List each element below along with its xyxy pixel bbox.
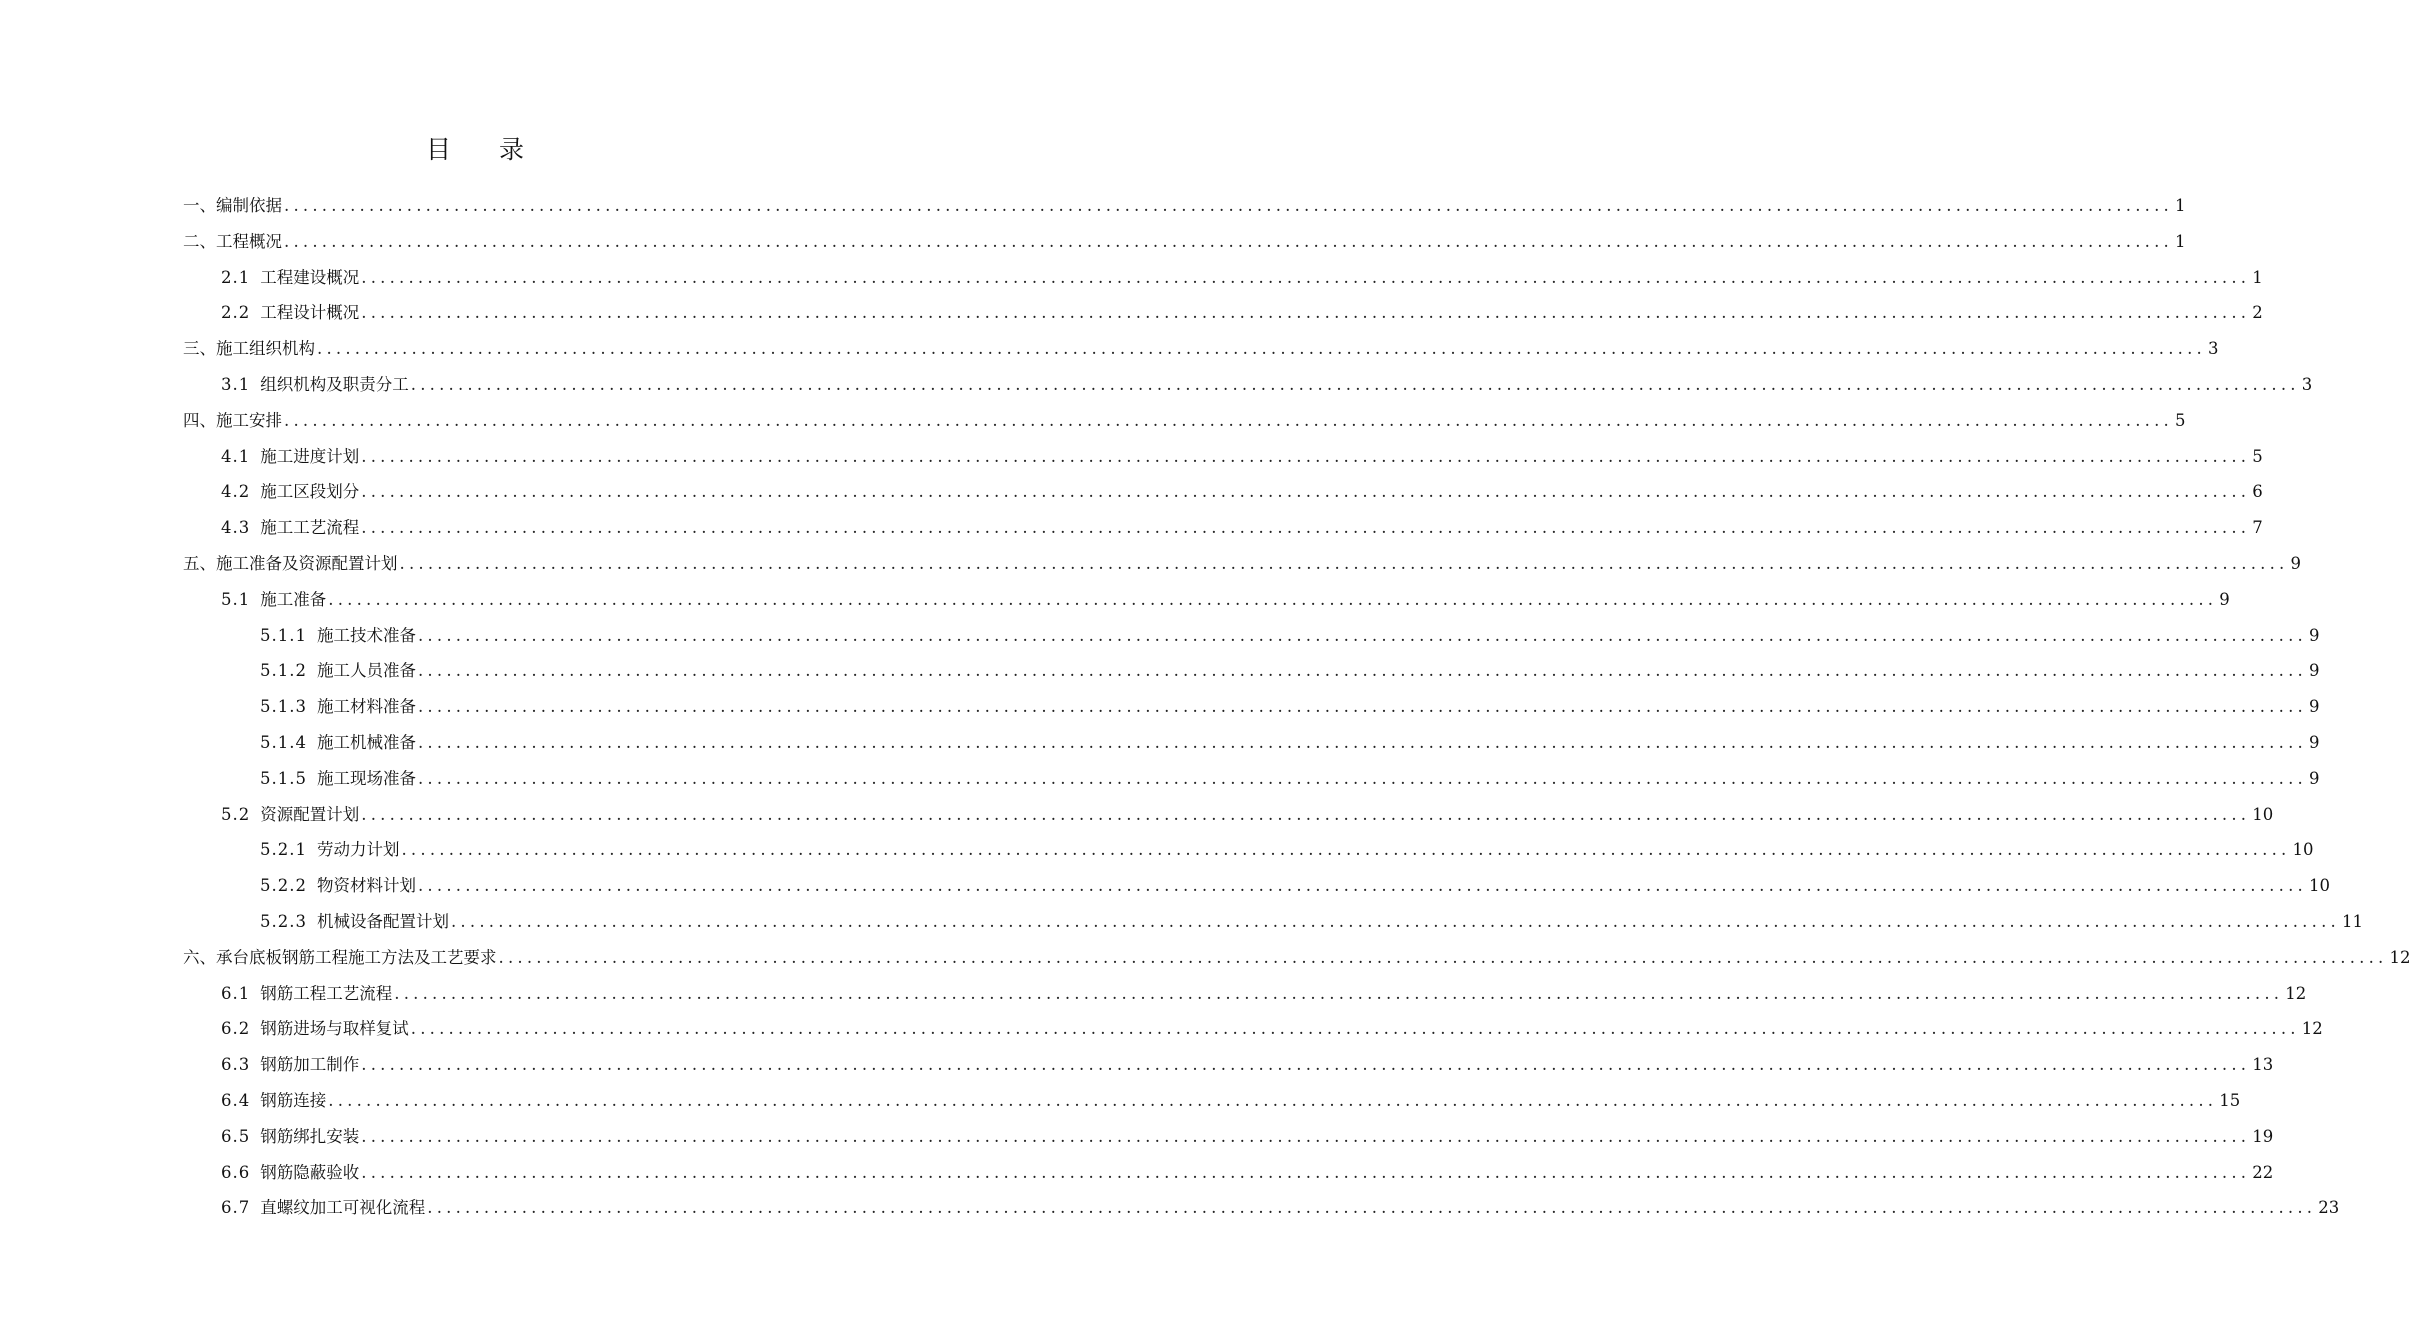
toc-entry-number: 5.1.1 <box>260 625 307 645</box>
toc-page-number: 9 <box>2308 697 2320 717</box>
toc-entry-label <box>221 1196 425 1220</box>
toc-entry[interactable] <box>221 1188 2340 1220</box>
toc-dot-leader: ........................................................................................................................................................................................................ <box>417 876 2307 896</box>
toc-entry-text: 施工机械准备 <box>316 733 416 752</box>
toc-entry[interactable] <box>183 938 2410 970</box>
toc-entry-text: 施工工艺流程 <box>260 518 360 538</box>
toc-entry-label <box>260 731 416 755</box>
toc-entry-number: 4.3 <box>221 518 251 538</box>
toc-page-number: 1 <box>2174 231 2186 251</box>
toc-entry[interactable] <box>221 1045 2274 1077</box>
toc-dot-leader: ........................................................................................................................................................................................................ <box>328 1091 2218 1110</box>
toc-dot-leader: ........................................................................................................................................................................................................ <box>417 768 2307 788</box>
toc-entry-label <box>260 767 416 791</box>
toc-title: 目 录 <box>426 135 544 164</box>
toc-dot-leader: ........................................................................................................................................................................................................ <box>361 518 2251 538</box>
toc-entry-label <box>221 480 359 504</box>
toc-entry-text: 六、承台底板钢筋工程施工方法及工艺要求 <box>183 947 497 967</box>
toc-dot-leader: ........................................................................................................................................................................................................ <box>361 267 2251 287</box>
toc-page-number: 1 <box>2252 267 2263 287</box>
toc-entry[interactable] <box>260 866 2330 898</box>
toc-entry-text: 劳动力计划 <box>316 840 400 860</box>
toc-entry[interactable] <box>260 830 2314 862</box>
toc-entry-label <box>260 659 416 683</box>
toc-entry-text: 钢筋绑扎安装 <box>260 1126 360 1146</box>
toc-entry-number: 5.2.1 <box>260 840 307 860</box>
toc-entry[interactable] <box>221 365 2313 397</box>
toc-entry-text: 四、施工安排 <box>183 410 282 430</box>
toc-entry-text: 工程建设概况 <box>260 267 360 287</box>
toc-entry-label <box>221 982 392 1006</box>
toc-dot-leader: ........................................................................................................................................................................................................ <box>417 625 2307 645</box>
toc-entry-label <box>260 695 416 719</box>
toc-entry-number: 6.4 <box>221 1091 251 1110</box>
toc-entry-number: 3.1 <box>221 375 251 394</box>
toc-entry-text: 物资材料计划 <box>316 876 416 896</box>
toc-entry[interactable] <box>221 437 2263 469</box>
toc-dot-leader: ........................................................................................................................................................................................................ <box>361 446 2251 466</box>
toc-entry-label <box>183 230 282 254</box>
toc-entry-number: 5.1.3 <box>260 697 307 717</box>
toc-entry-number: 4.2 <box>221 482 251 502</box>
toc-page-number: 3 <box>2207 339 2219 359</box>
toc-dot-leader: ........................................................................................................................................................................................................ <box>361 804 2251 824</box>
toc-entry-label <box>221 1125 359 1149</box>
toc-entry[interactable] <box>221 795 2274 827</box>
toc-page-number: 12 <box>2285 983 2307 1003</box>
toc-entry[interactable] <box>221 974 2307 1006</box>
toc-entry-text: 钢筋连接 <box>260 1091 327 1110</box>
toc-entry-text: 直螺纹加工可视化流程 <box>260 1198 426 1218</box>
toc-dot-leader: ........................................................................................................................................................................................................ <box>284 231 2173 251</box>
toc-entry-number: 6.2 <box>221 1019 251 1039</box>
toc-dot-leader: ........................................................................................................................................................................................................ <box>427 1198 2317 1218</box>
toc-dot-leader: ........................................................................................................................................................................................................ <box>401 840 2291 860</box>
toc-entry-text: 组织机构及职责分工 <box>260 375 409 394</box>
toc-dot-leader: ........................................................................................................................................................................................................ <box>361 303 2251 323</box>
toc-page-number: 12 <box>2301 1019 2323 1039</box>
toc-entry-label <box>221 1017 409 1041</box>
toc-entry[interactable] <box>260 616 2320 648</box>
toc-entry[interactable] <box>183 329 2219 361</box>
toc-page-number: 9 <box>2308 768 2320 788</box>
toc-dot-leader: ........................................................................................................................................................................................................ <box>394 983 2284 1003</box>
toc-entry-label <box>221 516 359 540</box>
toc-page-number: 9 <box>2308 733 2320 752</box>
toc-entry-label <box>260 624 416 648</box>
toc-entry-label <box>183 194 282 218</box>
toc-entry-label <box>260 910 449 934</box>
toc-entry-label <box>221 1089 326 1113</box>
toc-entry[interactable] <box>260 651 2320 683</box>
toc-entry-label <box>260 838 399 862</box>
toc-page-number: 1 <box>2174 196 2186 215</box>
toc-dot-leader: ........................................................................................................................................................................................................ <box>361 482 2251 502</box>
toc-entry[interactable] <box>221 1081 2241 1113</box>
toc-entry[interactable] <box>221 508 2263 540</box>
toc-entry-label <box>221 373 409 397</box>
toc-entry[interactable] <box>221 472 2263 504</box>
toc-page-number: 9 <box>2219 589 2230 609</box>
toc-dot-leader: ........................................................................................................................................................................................................ <box>361 1162 2251 1182</box>
toc-entry-number: 6.3 <box>221 1055 251 1075</box>
toc-entry-number: 2.2 <box>221 303 251 323</box>
toc-page-number: 22 <box>2252 1162 2274 1182</box>
toc-entry-text: 二、工程概况 <box>183 231 282 251</box>
toc-entry-label <box>221 445 359 469</box>
toc-entry-number: 5.1 <box>221 589 251 609</box>
toc-entry-number: 6.6 <box>221 1162 251 1182</box>
toc-entry-text: 施工技术准备 <box>316 625 416 645</box>
toc-dot-leader: ........................................................................................................................................................................................................ <box>417 661 2307 681</box>
toc-page-number: 6 <box>2252 482 2263 502</box>
toc-entry-number: 6.7 <box>221 1198 251 1218</box>
toc-dot-leader: ........................................................................................................................................................................................................ <box>317 339 2206 359</box>
toc-page-number: 12 <box>2389 947 2410 967</box>
toc-dot-leader: ........................................................................................................................................................................................................ <box>417 733 2307 752</box>
toc-entry-text: 施工现场准备 <box>316 768 416 788</box>
toc-page-number: 5 <box>2174 410 2186 430</box>
toc-dot-leader: ........................................................................................................................................................................................................ <box>410 1019 2300 1039</box>
toc-page-number: 15 <box>2219 1091 2241 1110</box>
toc-entry-label <box>221 1161 359 1185</box>
toc-entry[interactable] <box>260 687 2320 719</box>
toc-dot-leader: ........................................................................................................................................................................................................ <box>284 410 2173 430</box>
toc-entry-text: 施工准备 <box>260 589 327 609</box>
toc-entry-text: 施工区段划分 <box>260 482 360 502</box>
toc-entry[interactable] <box>221 258 2263 290</box>
toc-entry-text: 施工材料准备 <box>316 697 416 717</box>
toc-entry-label <box>183 946 497 970</box>
toc-entry[interactable] <box>260 902 2363 934</box>
toc-entry[interactable] <box>221 580 2230 612</box>
toc-entry-number: 5.2.2 <box>260 876 307 896</box>
toc-entry-text: 资源配置计划 <box>260 804 360 824</box>
toc-dot-leader: ........................................................................................................................................................................................................ <box>328 589 2218 609</box>
toc-entry[interactable] <box>221 1153 2274 1185</box>
toc-entry-number: 5.2.3 <box>260 912 307 931</box>
toc-entry-text: 机械设备配置计划 <box>316 912 449 931</box>
toc-entry-label <box>183 552 398 576</box>
toc-dot-leader: ........................................................................................................................................................................................................ <box>498 947 2388 967</box>
toc-page-number: 9 <box>2308 661 2320 681</box>
toc-entry-number: 4.1 <box>221 446 251 466</box>
toc-entry-text: 钢筋进场与取样复试 <box>260 1019 409 1039</box>
toc-entry-text: 钢筋工程工艺流程 <box>260 983 393 1003</box>
toc-entry-label <box>183 409 282 433</box>
toc-entry-label <box>260 874 416 898</box>
toc-page-number: 9 <box>2290 554 2301 573</box>
toc-entry-text: 钢筋加工制作 <box>260 1055 360 1075</box>
toc-entry-label <box>183 337 315 361</box>
toc-page-number: 10 <box>2252 804 2274 824</box>
toc-entry-text: 施工人员准备 <box>316 661 416 681</box>
toc-page-number: 2 <box>2252 303 2263 323</box>
toc-entry[interactable] <box>260 759 2320 791</box>
toc-dot-leader: ........................................................................................................................................................................................................ <box>417 697 2307 717</box>
toc-entry[interactable] <box>183 544 2301 576</box>
toc-dot-leader: ........................................................................................................................................................................................................ <box>450 912 2340 931</box>
toc-entry-label <box>221 301 359 325</box>
toc-entry[interactable] <box>183 222 2186 254</box>
toc-entry-label <box>221 803 359 827</box>
toc-dot-leader: ........................................................................................................................................................................................................ <box>399 554 2289 573</box>
toc-page-number: 11 <box>2341 912 2363 931</box>
toc-entry-number: 5.2 <box>221 804 251 824</box>
toc-page-number: 13 <box>2252 1055 2274 1075</box>
toc-entry-label <box>221 266 359 290</box>
toc-dot-leader: ........................................................................................................................................................................................................ <box>361 1055 2251 1075</box>
toc-entry-text: 五、施工准备及资源配置计划 <box>183 554 398 573</box>
toc-page-number: 7 <box>2252 518 2263 538</box>
toc-entry[interactable] <box>221 1117 2274 1149</box>
toc-entry-number: 2.1 <box>221 267 251 287</box>
toc-entry-text: 施工进度计划 <box>260 446 360 466</box>
toc-entry-text: 一、编制依据 <box>183 196 282 215</box>
toc-entry[interactable] <box>183 186 2186 218</box>
toc-page-number: 10 <box>2308 876 2330 896</box>
toc-entry-number: 5.1.2 <box>260 661 307 681</box>
toc-entry-label <box>221 588 326 612</box>
toc-entry-number: 6.1 <box>221 983 251 1003</box>
toc-page-number: 23 <box>2318 1198 2340 1218</box>
toc-entry-number: 6.5 <box>221 1126 251 1146</box>
toc-entry-label <box>221 1053 359 1077</box>
toc-dot-leader: ........................................................................................................................................................................................................ <box>361 1126 2251 1146</box>
toc-entry[interactable] <box>183 401 2186 433</box>
toc-page-number: 9 <box>2308 625 2320 645</box>
toc-entry-text: 钢筋隐蔽验收 <box>260 1162 360 1182</box>
toc-page-number: 3 <box>2301 375 2313 394</box>
toc-entry[interactable] <box>221 293 2263 325</box>
toc-page-number: 5 <box>2252 446 2263 466</box>
toc-entry[interactable] <box>221 1009 2323 1041</box>
toc-entry-number: 5.1.5 <box>260 768 307 788</box>
toc-entry-text: 三、施工组织机构 <box>183 339 315 359</box>
toc-page-number: 10 <box>2292 840 2314 860</box>
toc-entry-text: 工程设计概况 <box>260 303 360 323</box>
toc-entry[interactable] <box>260 723 2320 755</box>
toc-entry-number: 5.1.4 <box>260 733 307 752</box>
toc-dot-leader: ........................................................................................................................................................................................................ <box>410 375 2300 394</box>
toc-page-number: 19 <box>2252 1126 2274 1146</box>
toc-dot-leader: ........................................................................................................................................................................................................ <box>284 196 2173 215</box>
